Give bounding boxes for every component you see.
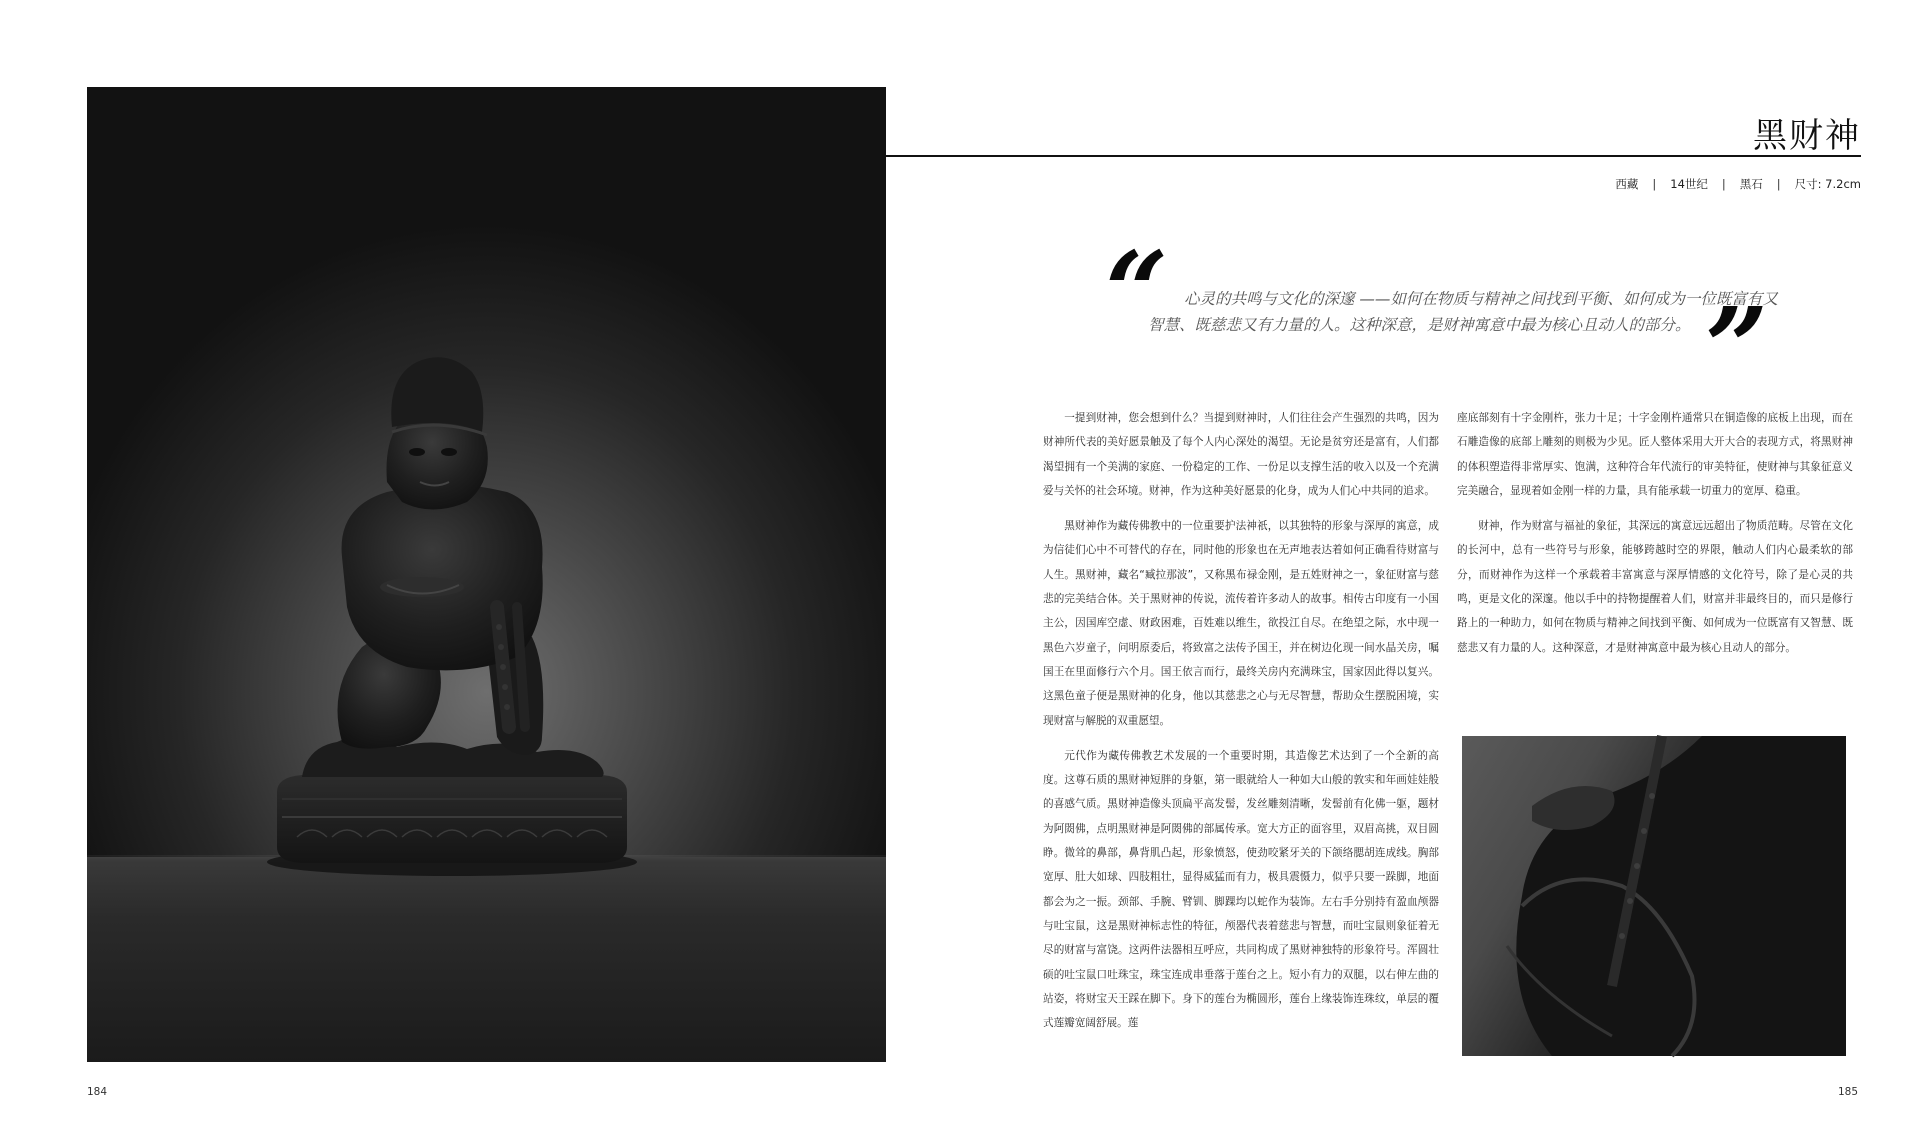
body-column-left (1043, 406, 1439, 1046)
body-column-right (1457, 406, 1853, 671)
meta-separator: | (1776, 177, 1781, 191)
body-paragraph: 黑财神作为藏传佛教中的一位重要护法神祇，以其独特的形象与深厚的寓意，成为信徒们心中不可替代的存在，同时他的形象也在无声地表达着如何正确看待财富与人生。黑财神，藏名“臧拉那波”，又称黑布禄金刚，是五姓财神之一，象征财富与慈悲的完美结合体。关于黑财神的传说，流传着许多动人的故事。相传古印度有一小国主公，因国库空虚、财政困难，百姓难以维生，欲投江自尽。在绝望之际，水中现一黑色六岁童子，问明原委后，将致富之法传予国王，并在树边化现一间水晶关房，嘱国王在里面修行六个月。国王依言而行，最终关房内充满珠宝，国家因此得以复兴。这黑色童子便是黑财神的化身，他以其慈悲之心与无尽智慧，帮助众生摆脱困境，实现财富与解脱的双重愿望。 (1043, 520, 1439, 727)
meta-separator: | (1652, 177, 1657, 191)
meta-material: 黑石 (1739, 177, 1763, 191)
title-rule (886, 155, 1861, 157)
meta-region: 西藏 (1615, 177, 1639, 191)
meta-separator: | (1721, 177, 1726, 191)
body-paragraph-continued: 座底部刻有十字金刚杵，张力十足；十字金刚杵通常只在铜造像的底板上出现，而在石雕造像的底部上雕刻的则极为少见。匠人整体采用大开大合的表现方式，将黑财神的体积塑造得非常厚实、饱满，这种符合年代流行的审美特征，使财神与其象征意义完美融合，显现着如金刚一样的力量，具有能承载一切重力的宽厚、稳重。 (1457, 412, 1853, 497)
body-paragraph: 财神，作为财富与福祉的象征，其深远的寓意远远超出了物质范畴。尽管在文化的长河中，总有一些符号与形象，能够跨越时空的界限，触动人们内心最柔软的部分，而财神作为这样一个承载着丰富寓意与深厚情感的文化符号，除了是心灵的共鸣，更是文化的深邃。他以手中的持物提醒着人们，财富并非最终目的，而只是修行路上的一种助力，如何在物质与精神之间找到平衡、如何成为一位既富有又智慧、既慈悲又有力量的人。这种深意，才是财神寓意中最为核心且动人的部分。 (1457, 520, 1853, 654)
artifact-meta (1615, 176, 1861, 192)
black-jambhala-statue-image (87, 87, 886, 1062)
meta-period: 14世纪 (1670, 177, 1708, 191)
main-statue-photo (87, 87, 886, 1062)
body-paragraph: 元代作为藏传佛教艺术发展的一个重要时期，其造像艺术达到了一个全新的高度。这尊石质的黑财神短胖的身躯，第一眼就给人一种如大山般的敦实和年画娃娃般的喜感气质。黑财神造像头顶扁平高发髻，发丝雕刻清晰，发髻前有化佛一躯，题材为阿閦佛，点明黑财神是阿閦佛的部属传承。宽大方正的面容里，双眉高挑，双目圆睁。微耸的鼻部，鼻背肌凸起，形象愤怒，使劲咬紧牙关的下颌络腮胡连成线。胸部宽厚、肚大如球、四肢粗壮，显得威猛而有力，极具震慑力，似乎只要一跺脚，地面都会为之一振。颈部、手腕、臂钏、脚踝均以蛇作为装饰。左右手分别持有盈血颅器与吐宝鼠，这是黑财神标志性的特征，颅器代表着慈悲与智慧，而吐宝鼠则象征着无尽的财富与富饶。这两件法器相互呼应，共同构成了黑财神独特的形象符号。浑圆壮硕的吐宝鼠口吐珠宝，珠宝连成串垂落于莲台之上。短小有力的双腿，以右伸左曲的站姿，将财宝天王踩在脚下。身下的莲台为椭圆形，莲台上缘装饰连珠纹，单层的覆式莲瓣宽阔舒展。莲 (1043, 749, 1439, 1030)
open-quote-mark-icon: “ (1105, 227, 1169, 356)
page-title: 黑财神 (1753, 116, 1861, 156)
lotus-base-closeup-image (1462, 736, 1846, 1056)
meta-size: 尺寸: 7.2cm (1794, 177, 1861, 191)
body-paragraph: 一提到财神，您会想到什么？当提到财神时，人们往往会产生强烈的共鸣，因为财神所代表的美好愿景触及了每个人内心深处的渴望。无论是贫穷还是富有，人们都渴望拥有一个美满的家庭、一份稳定的工作、一份足以支撑生活的收入以及一个充满爱与关怀的社会环境。财神，作为这种美好愿景的化身，成为人们心中共同的追求。 (1043, 412, 1439, 497)
page-number-left: 184 (87, 1086, 108, 1098)
close-quote-mark-icon: ” (1705, 283, 1769, 412)
page-number-right: 185 (1838, 1086, 1859, 1098)
pull-quote-line-2: 智慧、既慈悲又有力量的人。这种深意，是财神寓意中最为核心且动人的部分。 (1148, 316, 1691, 334)
pull-quote (1148, 286, 1798, 338)
pull-quote-line-1: 心灵的共鸣与文化的深邃 ——如何在物质与精神之间找到平衡、如何成为一位既富有又 (1184, 290, 1778, 308)
statue-detail-photo (1462, 736, 1846, 1056)
